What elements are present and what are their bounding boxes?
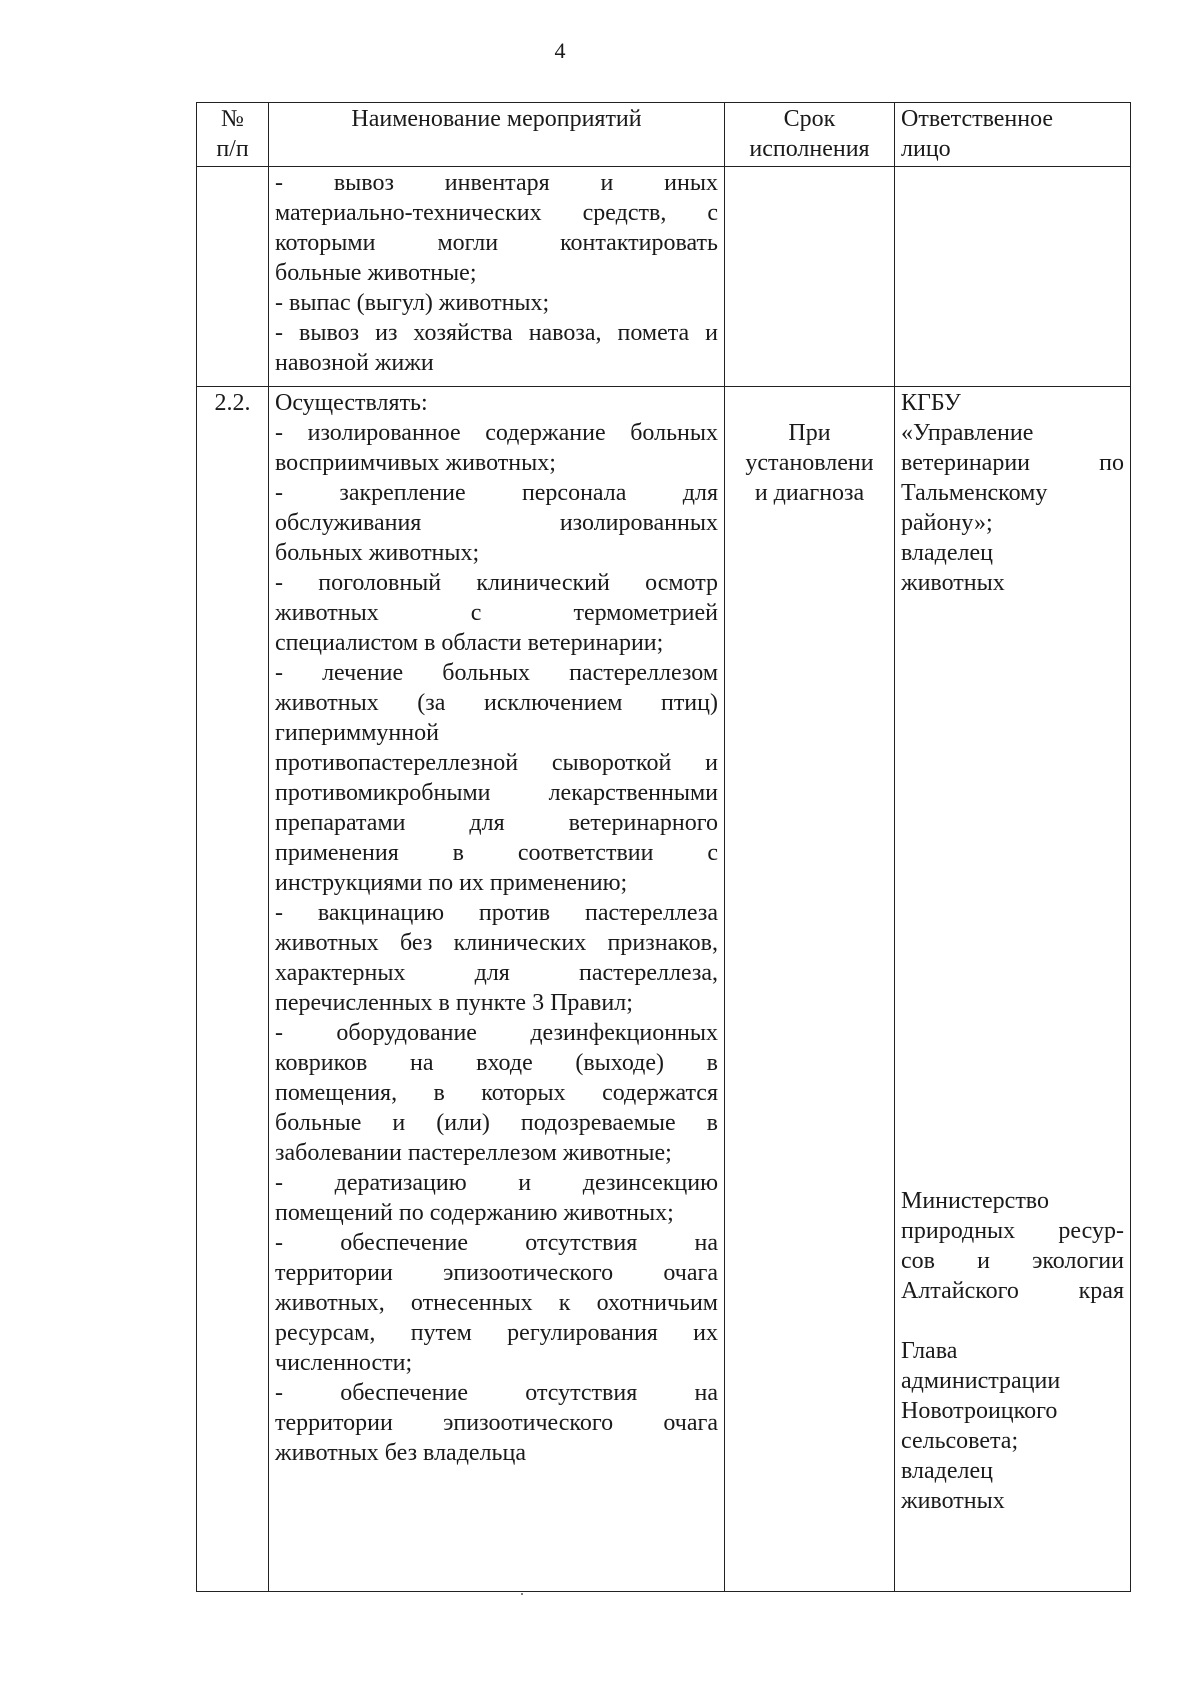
header-responsible <box>895 103 1131 167</box>
row-1-term <box>725 167 895 387</box>
responsible-line: сельсовета; <box>901 1428 1019 1454</box>
row-2-name-line: - обеспечение отсутствия на <box>275 1380 718 1406</box>
row-2-name-line: животных без клинических признаков, <box>275 930 718 956</box>
row-2-name-line: применения в соответствии с <box>275 840 718 866</box>
header-term-line-2: исполнения <box>749 136 870 162</box>
responsible-line: району»; <box>901 510 993 536</box>
row-2-name-line: перечисленных в пункте 3 Правил; <box>275 990 633 1016</box>
row-2-name-line: животных с термометрией <box>275 600 718 626</box>
row-2-name-line: помещений по содержанию животных; <box>275 1200 674 1226</box>
row-2-name-line: - обеспечение отсутствия на <box>275 1230 718 1256</box>
row-2-name-line: больные и (или) подозреваемые в <box>275 1110 718 1136</box>
row-2-name-line: инструкциями по их применению; <box>275 870 628 896</box>
row-2-name-line: - вакцинацию против пастереллеза <box>275 900 718 926</box>
row-2-name-line: ресурсам, путем регулирования их <box>275 1320 718 1346</box>
header-responsible-line-1: Ответственное <box>901 106 1054 132</box>
row-2-responsible <box>895 387 1131 1592</box>
row-2-term-line: и диагноза <box>754 480 865 506</box>
responsible-line: «Управление <box>901 420 1034 446</box>
row-2-name-line: больных животных; <box>275 540 480 566</box>
header-term <box>725 103 895 167</box>
row-2-name-line: - поголовный клинический осмотр <box>275 570 718 596</box>
row-2-name-line: обслуживания изолированных <box>275 510 718 536</box>
row-1-name-line: которыми могли контактировать <box>275 230 718 256</box>
row-2-name-line: - изолированное содержание больных <box>275 420 718 446</box>
responsible-line: Новотроицкого <box>901 1398 1058 1424</box>
responsible-line: Алтайского края <box>901 1278 1124 1304</box>
row-1-name-line: больные животные; <box>275 260 477 286</box>
row-2-name-line: территории эпизоотического очага <box>275 1260 718 1286</box>
responsible-line: владелец <box>901 1458 993 1484</box>
responsible-line: владелец <box>901 540 993 566</box>
table-row <box>197 387 1131 1592</box>
responsible-spacer <box>901 1306 1124 1336</box>
row-2-name-line: заболевании пастереллезом животные; <box>275 1140 672 1166</box>
row-2-name-line: животных без владельца <box>275 1440 526 1466</box>
row-1-name-line: - вывоз инвентаря и иных <box>275 170 718 196</box>
header-responsible-line-2: лицо <box>901 136 951 162</box>
responsible-line: природных ресур- <box>901 1218 1124 1244</box>
header-name-text: Наименование мероприятий <box>351 106 642 132</box>
row-2-name-line: характерных для пастереллеза, <box>275 960 718 986</box>
row-2-name-line: - лечение больных пастереллезом <box>275 660 718 686</box>
row-2-name-line: - дератизацию и дезинсекцию <box>275 1170 718 1196</box>
row-2-name-line: противомикробными лекарственными <box>275 780 718 806</box>
row-1-responsible <box>895 167 1131 387</box>
row-2-term <box>725 387 895 1592</box>
responsible-spacer <box>901 598 1124 1186</box>
header-term-line-1: Срок <box>783 106 836 132</box>
row-2-name <box>269 387 725 1592</box>
responsible-line: животных <box>901 570 1005 596</box>
row-1-name-line: навозной жижи <box>275 350 434 376</box>
row-1-name-line: - вывоз из хозяйства навоза, помета и <box>275 320 718 346</box>
header-number <box>197 103 269 167</box>
responsible-line: Министерство <box>901 1188 1049 1214</box>
responsible-line: КГБУ <box>901 390 961 416</box>
row-2-name-line: восприимчивых животных; <box>275 450 556 476</box>
row-2-term-line: При <box>788 420 831 446</box>
measures-table <box>196 102 1131 1592</box>
responsible-line: животных <box>901 1488 1005 1514</box>
scan-speck <box>521 1593 523 1595</box>
row-2-name-line: специалистом в области ветеринарии; <box>275 630 664 656</box>
row-2-name-line: животных (за исключением птиц) <box>275 690 718 716</box>
row-1-name-line: материально-технических средств, с <box>275 200 718 226</box>
responsible-line: администрации <box>901 1368 1061 1394</box>
table-header-row <box>197 103 1131 167</box>
row-2-name-line: территории эпизоотического очага <box>275 1410 718 1436</box>
page-number: 4 <box>554 38 566 63</box>
row-2-name-line: - оборудование дезинфекционных <box>275 1020 718 1046</box>
responsible-line: сов и экологии <box>901 1248 1124 1274</box>
row-1-name-line: - выпас (выгул) животных; <box>275 290 550 316</box>
row-2-number: 2.2. <box>197 387 269 1592</box>
row-2-name-line: Осуществлять: <box>275 390 428 416</box>
row-2-name-line: помещения, в которых содержатся <box>275 1080 718 1106</box>
row-2-term-line: установлени <box>745 450 874 476</box>
responsible-line: ветеринарии по <box>901 450 1124 476</box>
row-2-name-line: гипериммунной <box>275 720 439 746</box>
responsible-line: Глава <box>901 1338 958 1364</box>
row-1-number <box>197 167 269 387</box>
header-number-line-2: п/п <box>216 136 249 162</box>
row-2-name-line: животных, отнесенных к охотничьим <box>275 1290 718 1316</box>
row-1-name <box>269 167 725 387</box>
row-2-name-line: препаратами для ветеринарного <box>275 810 718 836</box>
table-row <box>197 167 1131 387</box>
header-name <box>269 103 725 167</box>
header-number-line-1: № <box>221 106 244 132</box>
row-2-name-line: численности; <box>275 1350 413 1376</box>
responsible-line: Тальменскому <box>901 480 1048 506</box>
row-2-name-line: - закрепление персонала для <box>275 480 718 506</box>
row-2-name-line: ковриков на входе (выходе) в <box>275 1050 718 1076</box>
row-2-name-line: противопастереллезной сывороткой и <box>275 750 718 776</box>
